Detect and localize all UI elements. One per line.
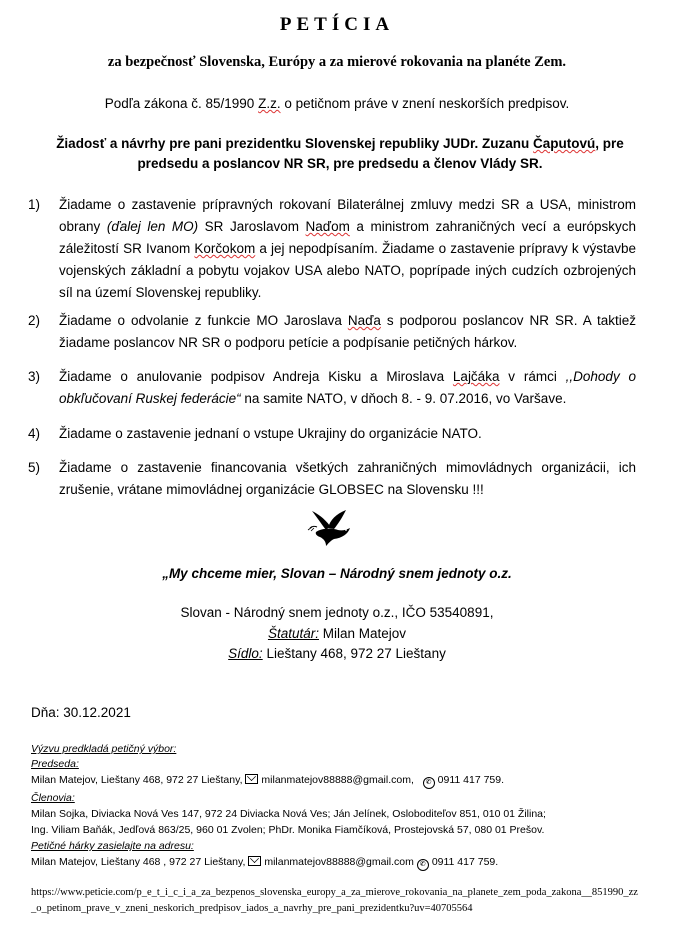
item-segment: SR Jaroslavom (198, 219, 306, 234)
item-number: 1) (28, 197, 41, 212)
phone-icon: ✆ (423, 777, 435, 789)
chair-text: Milan Matejov, Lieštany 468, 972 27 Lieštany, (31, 774, 246, 786)
dove-icon (306, 508, 358, 548)
statutar-value: Milan Matejov (318, 626, 407, 641)
sidlo-line (0, 646, 674, 661)
item-number: 2) (28, 313, 41, 328)
list-item (28, 194, 636, 304)
request-heading (50, 134, 630, 174)
item-segment: Žiadame o odvolanie z funkcie MO Jaroslava (59, 313, 348, 328)
document-subtitle: za bezpečnosť Slovenska, Európy a za mierové rokovania na planéte Zem. (107, 54, 567, 70)
item-text: Žiadame o zastavenie jednaní o vstupe Ukrajiny do organizácie NATO. (59, 426, 482, 441)
item-segment: Žiadame o zastavenie prípravných rokovaní Bilaterálnej zmluvy medzi SR a USA, ministrom obrany (59, 197, 636, 234)
item-segment: Naďom (305, 219, 350, 234)
item-segment: v rámci (499, 369, 566, 384)
envelope-icon (245, 774, 258, 784)
item-segment: na samite NATO, v dňoch 8. - 9. 07.2016, vo Varšave. (240, 391, 567, 406)
members-label: Členovia: (31, 792, 75, 804)
item-segment: Korčokom (194, 241, 256, 256)
request-text: Žiadosť a návrhy pre pani prezidentku Slovenskej republiky JUDr. Zuzanu (56, 136, 534, 151)
law-text: Podľa zákona č. 85/1990 (104, 96, 259, 111)
members-line: Milan Sojka, Diviacka Nová Ves 147, 972 24 Diviacka Nová Ves; Ján Jelínek, Osloboditeľov 851, 010 01 Žilina; (31, 808, 546, 820)
statutar-line (0, 626, 674, 641)
list-item (28, 457, 636, 501)
item-text (59, 366, 636, 410)
sheets-label: Petičné hárky zasielajte na adresu: (31, 840, 194, 852)
chair-phone: 0911 417 759. (437, 774, 505, 786)
sidlo-value: Lieštany 468, 972 27 Lieštany (262, 646, 446, 661)
item-segment: Naďa (347, 313, 381, 328)
sheets-text: Milan Matejov, Lieštany 468 , 972 27 Lieštany, (31, 856, 249, 868)
item-number: 3) (28, 369, 41, 384)
motto: „My chceme mier, Slovan – Národný snem jednoty o.z. (162, 566, 512, 581)
item-segment: Lajčáka (452, 369, 500, 384)
sheets-email[interactable]: milanmatejov88888@gmail.com (264, 856, 414, 868)
item-segment: s podporou poslancov NR SR. A taktiež žiadame poslancov NR SR o podporu petície a podpísanie petičných hárkov. (59, 313, 636, 350)
chair-label: Predseda: (31, 758, 79, 770)
phone-icon: ✆ (417, 859, 429, 871)
members-line: Ing. Viliam Baňák, Jedľová 863/25, 960 01 Zvolen; PhDr. Monika Fiamčíková, Prostejovská 57, 080 01 Prešov. (31, 824, 545, 836)
item-number: 5) (28, 460, 41, 475)
list-item (28, 423, 636, 445)
item-segment: (ďalej len MO) (106, 219, 199, 234)
envelope-icon (248, 856, 261, 866)
item-text (59, 194, 636, 304)
sidlo-label: Sídlo: (228, 646, 263, 661)
chair-line (31, 772, 504, 789)
item-segment: Žiadame o anulovanie podpisov Andreja Kisku a Miroslava (59, 369, 453, 384)
item-text (59, 310, 636, 354)
request-name: Čaputovú (533, 136, 596, 151)
list-item (28, 366, 636, 410)
law-reference (0, 96, 674, 111)
request-text-end: , pre predsedu a poslancov NR SR, pre predsedu a členov Vlády SR. (137, 136, 624, 171)
item-text: Žiadame o zastavenie financovania všetkých zahraničných mimovládnych organizácii, ich zrušenie, vrátane mimovládnej organizácie GLOBSEC na Slovensku !!! (59, 460, 636, 497)
date: Dňa: 30.12.2021 (31, 705, 131, 720)
item-segment: a jej nepodpísaním. Žiadame o zastavenie prípravy k výstavbe vojenských základní a pobytu vojakov USA alebo NATO, poprípade iných cudzích ozbrojených síl na území Slovenskej republiky. (59, 241, 636, 300)
org-line: Slovan - Národný snem jednoty o.z., IČO 53540891, (180, 605, 494, 620)
law-text-end: o petičnom práve v znení neskorších predpisov. (280, 96, 570, 111)
item-segment: a ministrom zahraničných vecí a európskych záležitostí SR Ivanom (59, 219, 636, 256)
item-number: 4) (28, 426, 41, 441)
list-item (28, 310, 636, 354)
statutar-label: Štatutár: (267, 626, 319, 641)
chair-email[interactable]: milanmatejov88888@gmail.com, (261, 774, 414, 786)
sheets-phone: 0911 417 759. (431, 856, 499, 868)
document-title: PETÍCIA (279, 14, 395, 35)
sheets-line (31, 854, 498, 871)
petition-url[interactable]: https://www.peticie.com/p_e_t_i_c_i_a_za_bezpenos_slovenska_europy_a_za_mierove_rokovania_na_planete_zem_poda_zakona__851990_zz_o_petinom_prave_v_zneni_neskorich_predpisov_iados_a_navrhy_pre_pani_prezidentku?uv=40705564 (31, 887, 638, 914)
committee-heading: Výzvu predkladá petičný výbor: (31, 743, 177, 755)
item-segment: ,,Dohody o obkľučovaní Ruskej federácie“ (59, 369, 637, 406)
law-abbrev: Z.z. (258, 96, 281, 111)
